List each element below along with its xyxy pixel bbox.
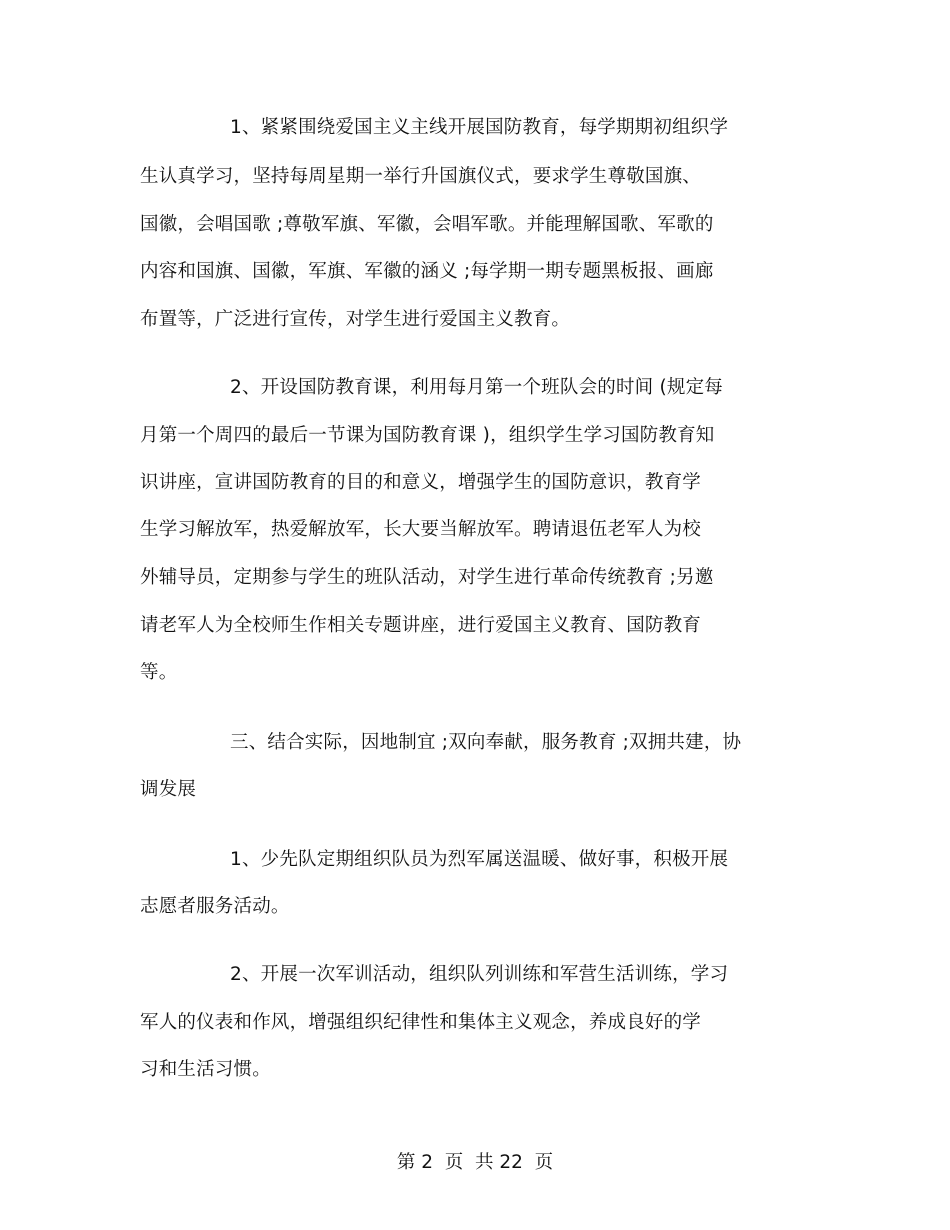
paragraph-2-line-2: 月第一个周四的最后一节课为国防教育课 )，组织学生学习国防教育知 — [140, 425, 715, 446]
paragraph-3-line-2: 志愿者服务活动。 — [140, 896, 290, 917]
page-number-footer: 第 2 页 共 22 页 — [396, 1152, 554, 1173]
paragraph-1-line-5: 布置等，广泛进行宣传，对学生进行爱国主义教育。 — [140, 309, 571, 330]
section-heading-3-line-2: 调发展 — [140, 779, 197, 800]
paragraph-3-line-1: 1、少先队定期组织队员为烈军属送温暖、做好事，积极开展 — [230, 849, 729, 870]
paragraph-4-line-3: 习和生活习惯。 — [140, 1059, 271, 1080]
paragraph-2-line-3: 识讲座，宣讲国防教育的目的和意义，增强学生的国防意识，教育学 — [140, 472, 702, 493]
paragraph-2-line-4: 生学习解放军，热爱解放军，长大要当解放军。聘请退伍老军人为校 — [140, 519, 702, 540]
paragraph-4-line-1: 2、开展一次军训活动，组织队列训练和军营生活训练，学习 — [230, 964, 729, 985]
paragraph-2-line-6: 请老军人为全校师生作相关专题讲座，进行爱国主义教育、国防教育 — [140, 615, 702, 636]
paragraph-1-line-1: 1、紧紧围绕爱国主义主线开展国防教育，每学期期初组织学 — [230, 117, 729, 138]
paragraph-1-line-2: 生认真学习，坚持每周星期一举行升国旗仪式，要求学生尊敬国旗、 — [140, 166, 702, 187]
paragraph-4-line-2: 军人的仪表和作风，增强组织纪律性和集体主义观念，养成良好的学 — [140, 1012, 702, 1033]
paragraph-1-line-4: 内容和国旗、国徽，军旗、军徽的涵义 ;每学期一期专题黑板报、画廊 — [140, 261, 714, 282]
paragraph-2-line-5: 外辅导员，定期参与学生的班队活动，对学生进行革命传统教育 ;另邀 — [140, 567, 714, 588]
section-heading-3-line-1: 三、结合实际，因地制宜 ;双向奉献，服务教育 ;双拥共建，协 — [230, 732, 742, 753]
paragraph-2-line-1: 2、开设国防教育课，利用每月第一个班队会的时间 (规定每 — [230, 377, 723, 398]
paragraph-2-line-7: 等。 — [140, 662, 178, 683]
paragraph-1-line-3: 国徽，会唱国歌 ;尊敬军旗、军徽，会唱军歌。并能理解国歌、军歌的 — [140, 214, 714, 235]
